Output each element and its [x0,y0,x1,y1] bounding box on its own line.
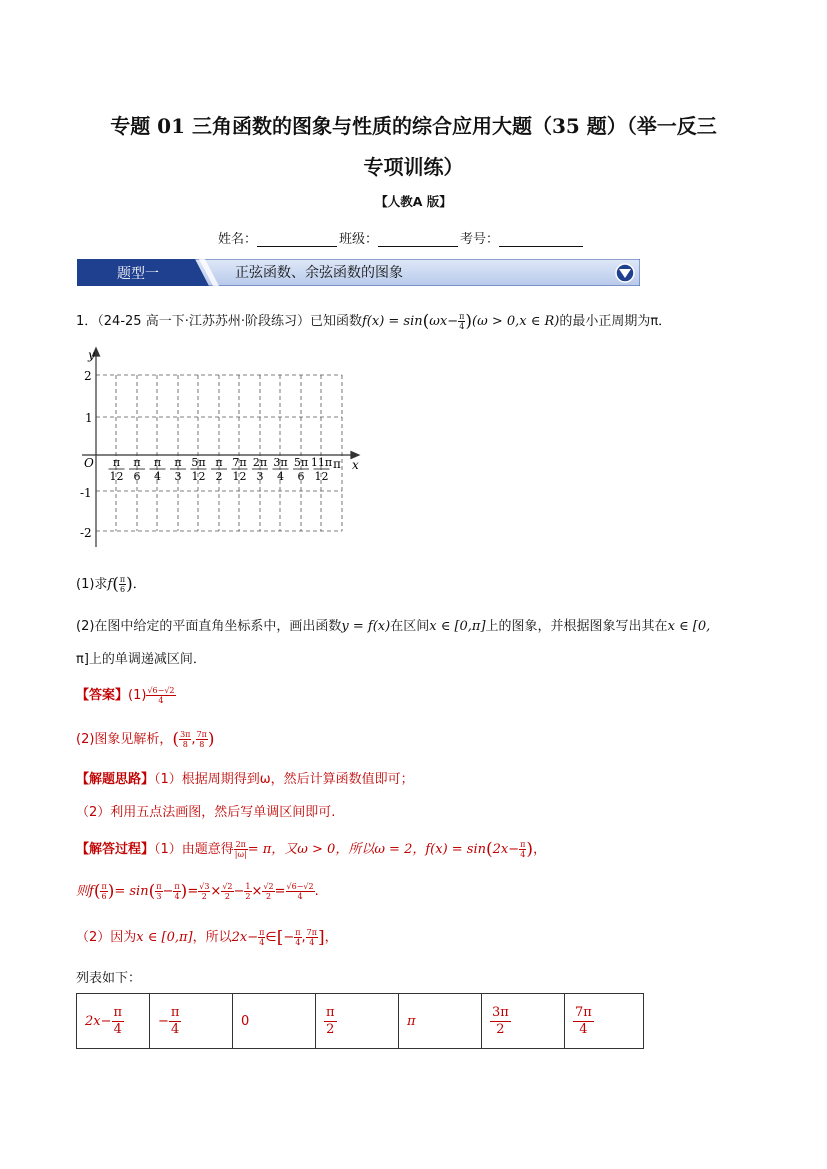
x-tick-label [150,456,166,483]
answer-line-1: 【答案】(1) $\frac{√6-√2}{4}$ [76,686,175,705]
x-tick-label [273,456,289,483]
solution-idea-line-1: 【解题思路】（1）根据周期得到ω，然后计算函数值即可； [76,772,414,787]
table-row [77,994,644,1049]
svg-text:6: 6 [297,470,305,483]
svg-text:7π: 7π [232,456,247,469]
student-info [218,228,585,247]
solution-process-line-1: 【解答过程】（1）由题意得 $\frac{2\pi}{|\omega|}$ = π，又ω > 0，所以ω = 2，f(x) = sin(2x− $\frac{\pi}{4}$ )， [76,839,547,860]
x-tick-label [293,456,309,483]
document-title: 专题 01 三角函数的图象与性质的综合应用大题（35 题）（举一反三 [110,114,717,138]
x-tick-label [211,456,227,483]
coordinate-grid [76,345,366,555]
svg-text:π: π [133,456,141,469]
name-label: 姓名： [218,232,258,247]
table-cell: $\frac{\pi}{2}$ [316,994,399,1049]
y-axis-label: y [88,348,95,362]
table-cell: $\frac{3\pi}{2}$ [482,994,565,1049]
x-tick-label [191,456,207,483]
x-tick-label [129,456,145,483]
name-blank[interactable] [257,232,337,247]
problem-1-stem: 1．（24-25 高一下·江苏苏州·阶段练习）已知函数f(x) = sin(ωx− $\frac{\pi}{4}$ )(ω > 0,x ∈ R)的最小正周期为π． [76,311,672,332]
edition-label: 【人教A 版】 [375,194,452,209]
svg-text:4: 4 [154,470,161,483]
svg-text:π: π [215,456,223,469]
class-blank[interactable] [378,232,458,247]
svg-text:4: 4 [277,470,284,483]
solution-process-line-2: 则f( $\frac{\pi}{6}$ )= sin( $\frac{\pi}{3}$ − $\frac{\pi}{4}$ )= $\frac{√3}{2}$ × $\frac{√2}{2}$ − $\frac{1}{2}$ × $\frac{√2}{2}$ = $\frac{√6-√2}{4}$ . [76,881,319,902]
svg-text:π: π [153,456,162,469]
svg-text:12: 12 [191,470,206,483]
table-cell: π [399,994,482,1049]
svg-text:12: 12 [109,470,124,483]
svg-text:2π: 2π [252,456,268,469]
svg-text:2: 2 [215,470,223,483]
solution-process-line-3: （2）因为x ∈ [0,π]，所以2x− $\frac{\pi}{4}$ ∈[− $\frac{\pi}{4}$ , $\frac{7\pi}{4}$ ]， [76,927,338,948]
svg-text:3: 3 [256,470,264,483]
svg-text:12: 12 [314,470,329,483]
table-cell: − $\frac{\pi}{4}$ [150,994,233,1049]
document-title-line2: 专项训练） [363,155,464,179]
x-tick-label [252,456,268,483]
svg-text:5π: 5π [293,456,309,469]
svg-text:11π: 11π [310,456,333,469]
table-cell: $\frac{7\pi}{4}$ [565,994,644,1049]
solution-idea-line-2: （2）利用五点法画图，然后写单调区间即可. [76,805,336,820]
question-2-line2: π]上的单调递减区间． [76,652,206,667]
svg-text:3: 3 [174,470,182,483]
question-2-line1: (2)在图中给定的平面直角坐标系中，画出函数y = f(x)在区间x ∈ [0,π]上的图象，并根据图象写出其在x ∈ [0, [76,619,711,634]
svg-text:3π: 3π [273,456,288,469]
question-1: (1)求f( $\frac{\pi}{6}$ )． [76,574,146,595]
svg-text:π: π [112,456,121,469]
class-label: 班级： [339,232,379,247]
x-tick-label [109,456,125,483]
list-label: 列表如下： [76,971,142,986]
section-banner [77,259,640,286]
table-cell: 0 [233,994,316,1049]
x-tick-label [311,456,332,483]
exam-no-label: 考号： [460,232,500,247]
answer-line-2: (2)图象见解析，( $\frac{3\pi}{8}$ , $\frac{7\pi}{8}$ ) [76,729,215,750]
x-tick-label [170,456,186,483]
y-tick-label: -1 [80,486,92,500]
svg-text:5π: 5π [191,456,206,469]
y-tick-label: 1 [85,411,93,425]
x-axis-label: x [352,458,359,472]
table-cell: 2x− $\frac{\pi}{4}$ [77,994,150,1049]
section-type-label: 题型一 [117,266,159,282]
y-tick-label: 2 [84,369,92,383]
values-table [76,993,644,1049]
x-last-tick-label: π [333,457,341,471]
svg-text:6: 6 [133,470,141,483]
svg-text:12: 12 [232,470,247,483]
x-tick-label [232,456,248,483]
svg-text:π: π [174,456,182,469]
section-topic: 正弦函数、余弦函数的图象 [235,265,403,281]
origin-label: O [84,456,94,470]
y-tick-label: -2 [80,526,92,540]
exam-no-blank[interactable] [499,232,583,247]
